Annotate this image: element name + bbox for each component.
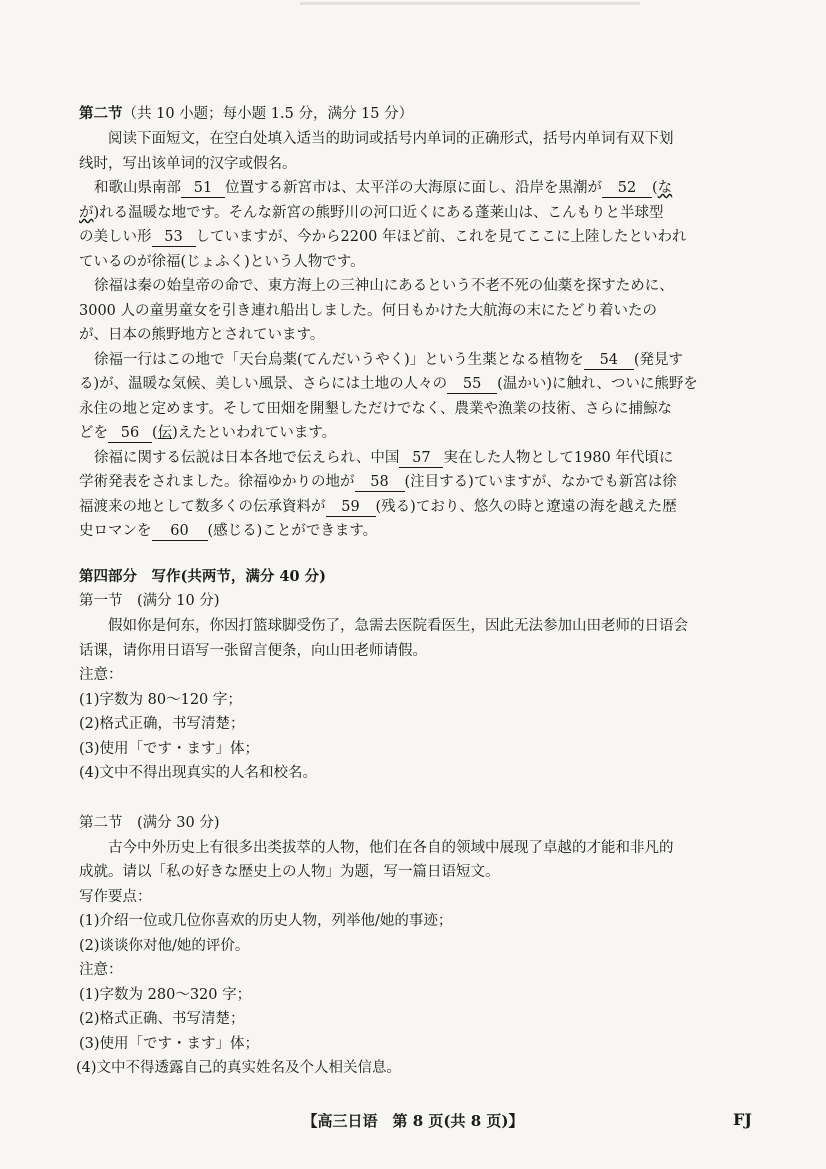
- passage-line: 永住の地と定めます。そして田畑を開墾しただけでなく、農業や漁業の技術、さらに捕鯨な: [79, 401, 673, 417]
- passage-text: )えたといわれています。: [172, 425, 337, 441]
- note-item: (1)字数为 80～120 字；: [79, 692, 242, 708]
- hint-word: 伝: [157, 425, 173, 441]
- passage-line: [94, 178, 672, 198]
- section-heading: 第二节 (满分 30 分): [79, 815, 220, 831]
- blank-55[interactable]: 55: [447, 376, 497, 394]
- notes-label: 注意：: [79, 667, 123, 683]
- point-item: (1)介绍一位或几位你喜欢的历史人物，列举他/她的事迹；: [79, 913, 453, 929]
- passage-text: (発見す: [633, 352, 683, 368]
- passage-text: (感じる)ことができます。: [207, 523, 378, 539]
- section-label: 第二节: [79, 105, 123, 122]
- passage-line: 3000 人の童男童女を引き連れ船出しました。何日もかけた大航海の末にたどり着いたの: [79, 303, 658, 319]
- note-item: (4)文中不得透露自己的真实姓名及个人相关信息。: [76, 1060, 402, 1076]
- part-title: 第四部分 写作(共两节，满分 40 分): [79, 568, 326, 585]
- passage-text: )れる温暖な地です。そんな新宮の熊野川の河口近くにある蓬莱山は、こんもりと半球型: [93, 205, 664, 221]
- note-item: (3)使用「です・ます」体；: [79, 1036, 260, 1052]
- passage-line: 徐福は秦の始皇帝の命で、東方海上の三神山にあるという不老不死の仙薬を探すために、: [94, 278, 674, 294]
- instruction-line-1: 阅读下面短文，在空白处填入适当的助词或括号内单词的正确形式，括号内单词有双下划: [108, 131, 674, 147]
- passage-text: 徐福に関する伝説は日本各地で伝えられ、中国: [94, 450, 400, 466]
- blank-59[interactable]: 59: [326, 499, 376, 517]
- passage-text: (: [152, 425, 158, 441]
- passage-text: 福渡来の地として数多くの伝承資料が: [79, 499, 326, 515]
- blank-54[interactable]: 54: [584, 352, 634, 370]
- passage-text: 史ロマンを: [79, 523, 152, 539]
- point-item: (2)谈谈你对他/她的评价。: [79, 938, 250, 954]
- hint-word: が: [79, 205, 94, 221]
- region-code: FJ: [733, 1110, 752, 1129]
- note-item: (3)使用「です・ます」体；: [79, 741, 260, 757]
- passage-text: る)が、温暖な気候、美しい風景、さらには土地の人々の: [79, 376, 448, 392]
- blank-58[interactable]: 58: [355, 474, 405, 492]
- note-item: (1)字数为 280～320 字；: [79, 987, 252, 1003]
- passage-text: 学術発表をされました。徐福ゆかりの地が: [79, 474, 355, 490]
- passage-line: [79, 497, 677, 517]
- passage-line: が、日本の熊野地方とされています。: [79, 327, 325, 343]
- passage-line: [79, 227, 687, 247]
- passage-line: [79, 423, 336, 443]
- task-text-line-2: 成就。请以「私の好きな歴史上の人物」为题，写一篇日语短文。: [79, 864, 500, 880]
- blank-60[interactable]: 60: [152, 523, 208, 541]
- points-label: 写作要点：: [79, 889, 152, 905]
- page-footer: 【高三日语 第 8 页(共 8 页)】: [302, 1112, 524, 1130]
- blank-53[interactable]: 53: [152, 229, 196, 247]
- hint-word: な: [657, 180, 673, 196]
- section-heading: [79, 104, 413, 124]
- instruction-line-2: 线时，写出该单词的汉字或假名。: [79, 156, 297, 172]
- task-text-line-1: 假如你是何东，你因打篮球脚受伤了，急需去医院看医生，因此无法参加山田老师的日语会: [108, 618, 688, 634]
- note-item: (2)格式正确、书写清楚；: [79, 1011, 245, 1027]
- passage-text: 徐福一行はこの地で「天台烏薬(てんだいうやく)」という生薬となる植物を: [94, 352, 584, 368]
- blank-57[interactable]: 57: [399, 450, 443, 468]
- passage-line: ているのが徐福(じょふく)という人物です。: [79, 254, 365, 270]
- passage-text: 和歌山県南部: [94, 180, 181, 196]
- passage-line: [79, 521, 377, 541]
- section-note: （共 10 小题；每小题 1.5 分，满分 15 分）: [122, 106, 414, 122]
- note-item: (4)文中不得出现真实的人名和校名。: [79, 765, 318, 781]
- notes-label: 注意：: [79, 962, 123, 978]
- note-item: (2)格式正确，书写清楚；: [79, 716, 245, 732]
- passage-line: [79, 203, 664, 223]
- passage-text: どを: [79, 425, 108, 441]
- passage-line: [79, 374, 698, 394]
- passage-line: [94, 350, 683, 370]
- passage-text: (: [652, 180, 658, 196]
- passage-text: (注目する)ていますが、なかでも新宮は徐: [404, 474, 677, 490]
- blank-56[interactable]: 56: [108, 425, 152, 443]
- scan-artifact: [300, 2, 640, 5]
- task-text-line-1: 古今中外历史上有很多出类拔萃的人物，他们在各自的领域中展现了卓越的才能和非凡的: [108, 840, 674, 856]
- passage-text: 位置する新宮市は、太平洋の大海原に面し、沿岸を黒潮が: [225, 180, 602, 196]
- blank-51[interactable]: 51: [181, 180, 225, 198]
- passage-text: していますが、今から2200 年ほど前、これを見てここに上陸したといわれ: [195, 229, 687, 245]
- passage-line: [94, 448, 673, 468]
- blank-52[interactable]: 52: [602, 180, 652, 198]
- section-heading: 第一节 (满分 10 分): [79, 593, 220, 609]
- passage-text: 実在した人物として1980 年代頃に: [443, 450, 674, 466]
- passage-text: の美しい形: [79, 229, 152, 245]
- task-text-line-2: 话课，请你用日语写一张留言便条，向山田老师请假。: [79, 643, 427, 659]
- passage-line: [79, 472, 677, 492]
- passage-text: (温かい)に触れ、ついに熊野を: [497, 376, 698, 392]
- passage-text: (残る)ており、悠久の時と遼遠の海を越えた歴: [375, 499, 677, 515]
